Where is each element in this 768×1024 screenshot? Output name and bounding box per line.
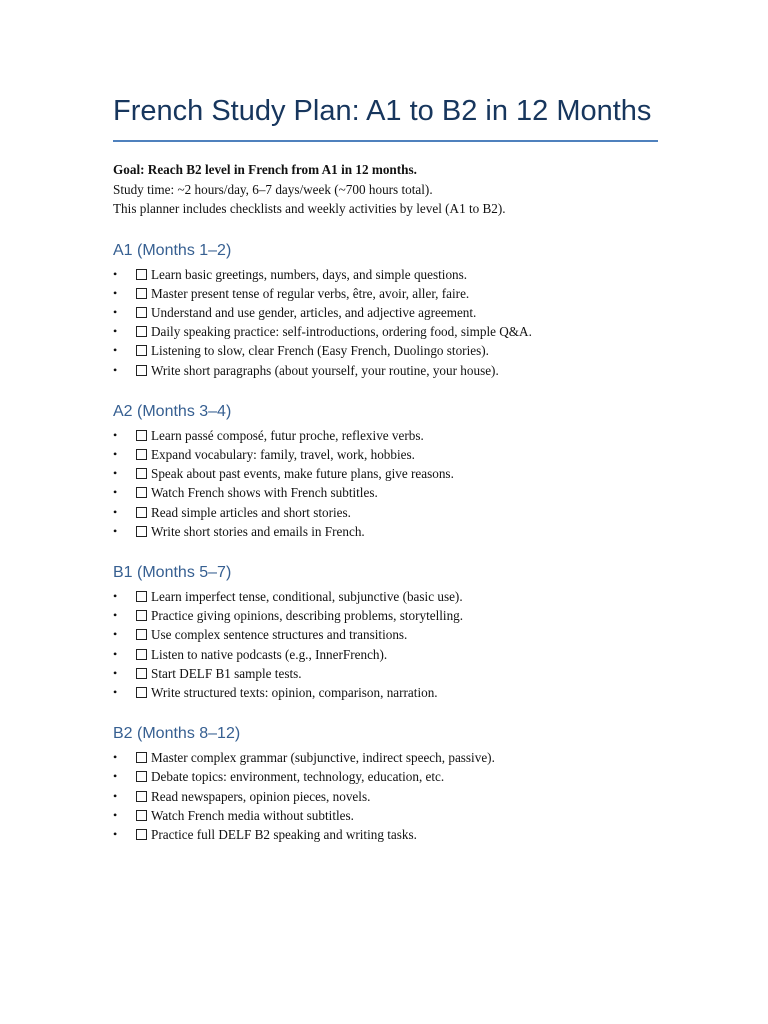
checklist-item-text: Use complex sentence structures and transitions. xyxy=(151,627,408,643)
checklist-item-text: Listening to slow, clear French (Easy French, Duolingo stories). xyxy=(151,343,489,359)
checklist-item-text: Practice giving opinions, describing problems, storytelling. xyxy=(151,608,464,624)
goal-text: Goal: Reach B2 level in French from A1 in 12 months. xyxy=(113,162,417,177)
checklist-item-text: Read newspapers, opinion pieces, novels. xyxy=(151,788,371,804)
level-section xyxy=(113,241,658,380)
checklist-item xyxy=(113,748,658,767)
sections-container xyxy=(113,241,658,845)
checkbox-icon[interactable] xyxy=(136,629,147,640)
study-time-text: Study time: ~2 hours/day, 6–7 days/week (~700 hours total). xyxy=(113,181,433,197)
checkbox-icon[interactable] xyxy=(136,752,147,763)
checkbox-icon[interactable] xyxy=(136,526,147,537)
bullet-icon: • xyxy=(113,285,118,300)
checkbox-icon[interactable] xyxy=(136,345,147,356)
bullet-icon: • xyxy=(113,266,118,281)
bullet-icon: • xyxy=(113,523,118,538)
bullet-icon: • xyxy=(113,304,118,319)
checkbox-icon[interactable] xyxy=(136,326,147,337)
checklist-item-text: Master present tense of regular verbs, être, avoir, aller, faire. xyxy=(151,285,470,301)
checklist-item-text: Watch French media without subtitles. xyxy=(151,807,354,823)
checklist xyxy=(113,748,658,844)
checklist-item xyxy=(113,806,658,825)
document-page xyxy=(113,90,658,844)
bullet-icon: • xyxy=(113,627,118,642)
checklist-item xyxy=(113,503,658,522)
page-title: French Study Plan: A1 to B2 in 12 Months xyxy=(113,90,658,142)
checklist-item xyxy=(113,825,658,844)
bullet-icon: • xyxy=(113,343,118,358)
checklist-item xyxy=(113,787,658,806)
checklist-item-text: Write structured texts: opinion, comparison, narration. xyxy=(151,684,438,700)
checklist-item-text: Write short paragraphs (about yourself, your routine, your house). xyxy=(151,362,499,378)
checklist-item-text: Listen to native podcasts (e.g., InnerFrench). xyxy=(151,646,388,662)
checkbox-icon[interactable] xyxy=(136,810,147,821)
checklist-item-text: Start DELF B1 sample tests. xyxy=(151,665,302,681)
bullet-icon: • xyxy=(113,588,118,603)
checklist-item xyxy=(113,645,658,664)
checkbox-icon[interactable] xyxy=(136,365,147,376)
checkbox-icon[interactable] xyxy=(136,771,147,782)
checklist-item-text: Practice full DELF B2 speaking and writing tasks. xyxy=(151,826,417,842)
checklist-item xyxy=(113,445,658,464)
checkbox-icon[interactable] xyxy=(136,468,147,479)
checklist-item-text: Watch French shows with French subtitles. xyxy=(151,485,378,501)
checklist-item xyxy=(113,483,658,502)
checklist-item-text: Learn imperfect tense, conditional, subjunctive (basic use). xyxy=(151,588,463,604)
bullet-icon: • xyxy=(113,504,118,519)
level-section xyxy=(113,402,658,541)
bullet-icon: • xyxy=(113,446,118,461)
checklist-item-text: Speak about past events, make future plans, give reasons. xyxy=(151,466,454,482)
checkbox-icon[interactable] xyxy=(136,288,147,299)
checklist-item xyxy=(113,322,658,341)
checklist-item-text: Debate topics: environment, technology, education, etc. xyxy=(151,769,445,785)
section-heading: B1 (Months 5–7) xyxy=(113,563,232,581)
bullet-icon: • xyxy=(113,807,118,822)
bullet-icon: • xyxy=(113,427,118,442)
checklist-item xyxy=(113,767,658,786)
bullet-icon: • xyxy=(113,826,118,841)
bullet-icon: • xyxy=(113,788,118,803)
checkbox-icon[interactable] xyxy=(136,610,147,621)
checklist-item xyxy=(113,464,658,483)
level-section xyxy=(113,563,658,702)
checkbox-icon[interactable] xyxy=(136,430,147,441)
checkbox-icon[interactable] xyxy=(136,307,147,318)
checklist-item-text: Learn basic greetings, numbers, days, and simple questions. xyxy=(151,266,468,282)
checklist-item-text: Expand vocabulary: family, travel, work, hobbies. xyxy=(151,446,415,462)
checkbox-icon[interactable] xyxy=(136,507,147,518)
checklist-item xyxy=(113,625,658,644)
checklist-item-text: Understand and use gender, articles, and adjective agreement. xyxy=(151,304,477,320)
checkbox-icon[interactable] xyxy=(136,649,147,660)
checkbox-icon[interactable] xyxy=(136,449,147,460)
checklist-item xyxy=(113,361,658,380)
checkbox-icon[interactable] xyxy=(136,668,147,679)
bullet-icon: • xyxy=(113,608,118,623)
checklist-item xyxy=(113,303,658,322)
bullet-icon: • xyxy=(113,769,118,784)
bullet-icon: • xyxy=(113,324,118,339)
checklist xyxy=(113,426,658,541)
checkbox-icon[interactable] xyxy=(136,687,147,698)
checklist xyxy=(113,587,658,702)
checklist-item-text: Read simple articles and short stories. xyxy=(151,504,351,520)
checklist-item-text: Learn passé composé, futur proche, reflexive verbs. xyxy=(151,427,424,443)
level-section xyxy=(113,724,658,844)
checklist-item xyxy=(113,587,658,606)
checklist-item-text: Daily speaking practice: self-introductions, ordering food, simple Q&A. xyxy=(151,324,532,340)
checkbox-icon[interactable] xyxy=(136,791,147,802)
checklist-item xyxy=(113,341,658,360)
checklist-item xyxy=(113,284,658,303)
checklist-item xyxy=(113,265,658,284)
checklist-item xyxy=(113,664,658,683)
checkbox-icon[interactable] xyxy=(136,487,147,498)
checklist-item xyxy=(113,426,658,445)
section-heading: B2 (Months 8–12) xyxy=(113,725,241,743)
checklist-item xyxy=(113,522,658,541)
checkbox-icon[interactable] xyxy=(136,269,147,280)
checklist-item xyxy=(113,606,658,625)
bullet-icon: • xyxy=(113,646,118,661)
section-heading: A2 (Months 3–4) xyxy=(113,402,232,420)
checklist xyxy=(113,265,658,380)
bullet-icon: • xyxy=(113,684,118,699)
checklist-item-text: Write short stories and emails in French. xyxy=(151,523,365,539)
bullet-icon: • xyxy=(113,665,118,680)
description-text: This planner includes checklists and weekly activities by level (A1 to B2). xyxy=(113,201,506,216)
checklist-item-text: Master complex grammar (subjunctive, indirect speech, passive). xyxy=(151,750,495,766)
bullet-icon: • xyxy=(113,362,118,377)
bullet-icon: • xyxy=(113,466,118,481)
bullet-icon: • xyxy=(113,750,118,765)
intro-block xyxy=(113,160,658,219)
checkbox-icon[interactable] xyxy=(136,829,147,840)
checklist-item xyxy=(113,683,658,702)
bullet-icon: • xyxy=(113,485,118,500)
checkbox-icon[interactable] xyxy=(136,591,147,602)
section-heading: A1 (Months 1–2) xyxy=(113,241,232,259)
